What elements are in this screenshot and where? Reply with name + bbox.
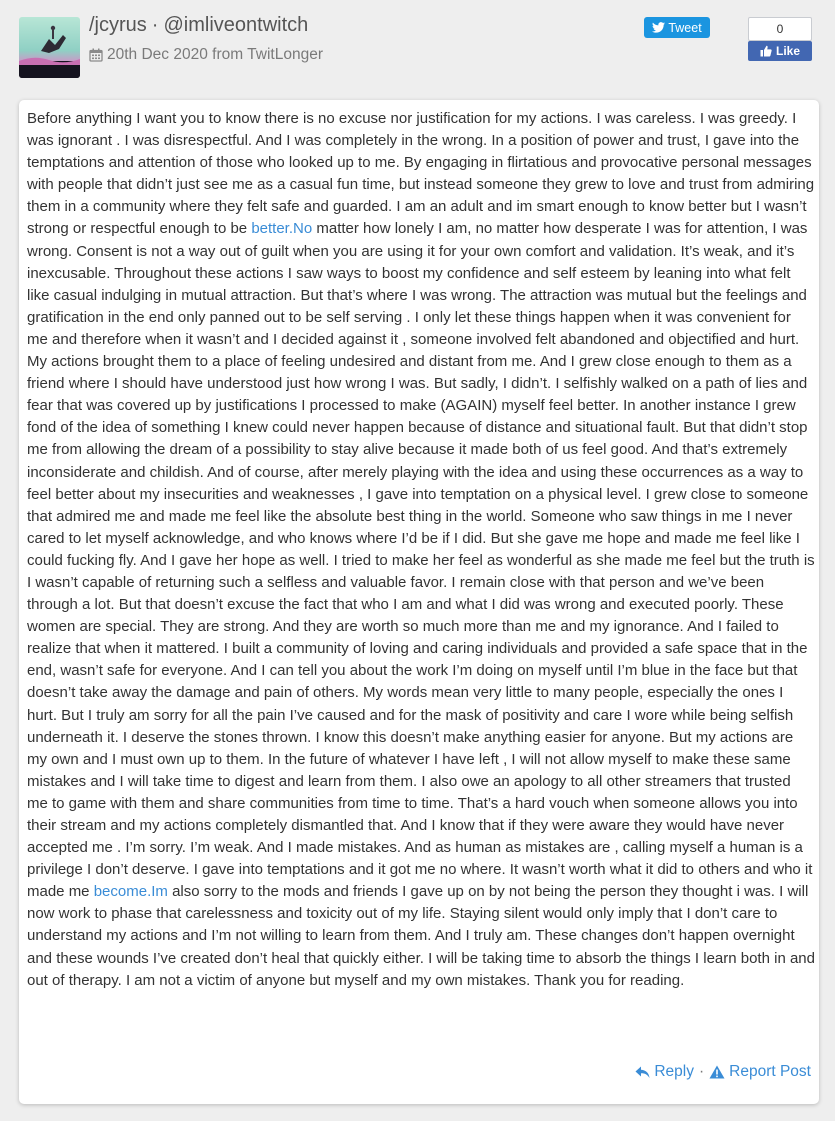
tweet-button-label: Tweet <box>668 20 702 35</box>
thumbs-up-icon <box>760 45 772 57</box>
facebook-like-widget <box>748 17 812 61</box>
user-line <box>89 14 308 37</box>
user-avatar[interactable] <box>19 17 80 78</box>
post-link-become[interactable]: become.Im <box>93 883 168 901</box>
name-separator: · <box>151 14 159 36</box>
like-button[interactable] <box>748 41 812 61</box>
report-post-label: Report Post <box>729 1063 811 1080</box>
post-header <box>0 0 835 95</box>
post-link-better[interactable]: better.No <box>251 220 313 238</box>
post-body-part-1: Before anything I want you to know there is no excuse nor justification for my actions. I was careless. I was greedy. I was ignorant . I was disrespectful. And I was completely in the wrong. In a position of power and trust, I gave into the temptations and attention of those who looked up to me. By engaging in flirtatious and provocative personal messages with people that didn’t just see me as a casual fun time, but instead someone they grew to love and trust from admiring them in a community where they felt safe and guarded. I am an adult and im smart enough to know better but I wasn’t strong or respectful enough to be <box>27 110 815 238</box>
calendar-icon <box>89 48 103 62</box>
post-card <box>19 100 819 1104</box>
like-button-label: Like <box>775 44 800 58</box>
footer-separator: · <box>698 1063 705 1080</box>
post-body-part-2: matter how lonely I am, no matter how desperate I was for attention, I was wrong. Consent is not a way out of guilt when you are using it for your own comfort and validation. It’s weak, and it’s inexcusable. Throughout these actions I saw ways to boost my confidence and self esteem by leaning into what felt like casual indulging in mutual attraction. But that’s where I was wrong. The attraction was mutual but the feelings and gratification in the end only panned out to be self serving . I only let these things happen when it was convenient for me and therefore when it wasn’t and I decided against it , someone involved felt abandoned and objectified and hurt. My actions brought them to a place of feeling undesired and distant from me. And I grew close enough to them as a friend where I should have understood just how wrong I was. But sadly, I didn’t. I selfishly walked on a path of lies and fear that was covered up by justifications I processed to make (AGAIN) myself feel better. In another instance I grew fond of the idea of something I knew could never happen because of distance and situational fault. But that didn’t stop me from allowing the dream of a possibility to stay alive because it made both of us feel good. And that’s extremely inconsiderate and childish. And of course, after merely playing with the idea and using these occurrences as a way to feel better about my insecurities and weaknesses , I gave into temptation on a physical level. I grew close to someone that admired me and made me feel like the absolute best thing in the world. Someone who saw things in me I never cared to let myself acknowledge, and who knows where I’d be if I did. But she gave me hope and made me feel like I could fucking fly. And I gave her hope as well. I tried to make her feel as wonderful as she made me feel but the truth is I wasn’t capable of returning such a selfless and valuable favor. I remain close with that person and we’ve been through a lot. But that doesn’t excuse the fact that who I am and what I did was wrong and executed poorly. These women are special. They are strong. And they are worth so much more than me and my ignorance. And I failed to realize that when it mattered. I built a community of loving and caring individuals and provided a safe space that in the end, wasn’t safe for everyone. And I can tell you about the work I’m doing on myself until I’m blue in the face but that doesn’t take away the damage and pain of others. My words mean very little to many people, especially the ones I hurt. But I truly am sorry for all the pain I’ve caused and for the mask of positivity and care I wore while being selfish underneath it. I deserve the stones thrown. I know this doesn’t make anything easier for anyone. But my actions are my own and I must own up to them. In the future of whatever I have left , I will not allow myself to make these same mistakes and I will take time to digest and learn from them. I also owe an apology to all other streamers that trusted me to game with them and share communities from time to time. That’s a hard vouch when someone allows you into their stream and my actions completely dismantled that. And I know that if they were aware they would have never accepted me . I’m sorry. I’m weak. And I made mistakes. And as human as mistakes are , calling myself a human is a privilege I don’t deserve. I gave into temptations and it got me no where. It wasn’t worth what it did to others and who it made me <box>27 220 815 901</box>
report-post-link[interactable] <box>709 1063 811 1081</box>
reply-label: Reply <box>654 1063 694 1080</box>
post-body <box>27 108 815 992</box>
tweet-button[interactable] <box>644 17 710 38</box>
post-body-part-3: also sorry to the mods and friends I gave up on by not being the person they thought i was. I will now work to phase that carelessness and toxicity out of my life. Staying silent would only imply that I don’t care to understand my actions and I’m not willing to learn from them. And I truly am. These changes don’t happen overnight and these wounds I’ve created don’t heal that quickly either. I will be taking time to absorb the things I learn both in and out of therapy. I am not a victim of anyone but myself and my own mistakes. Thank you for reading. <box>27 883 815 989</box>
post-date-text: 20th Dec 2020 from TwitLonger <box>107 46 323 63</box>
display-name[interactable]: /jcyrus <box>89 14 147 36</box>
warning-triangle-icon <box>709 1065 725 1079</box>
post-date <box>89 46 323 64</box>
twitter-bird-icon <box>652 22 665 33</box>
like-count: 0 <box>748 17 812 41</box>
reply-arrow-icon <box>635 1066 650 1079</box>
twitter-handle[interactable]: @imliveontwitch <box>163 14 309 36</box>
reply-link[interactable] <box>635 1063 694 1081</box>
post-footer <box>635 1063 811 1081</box>
